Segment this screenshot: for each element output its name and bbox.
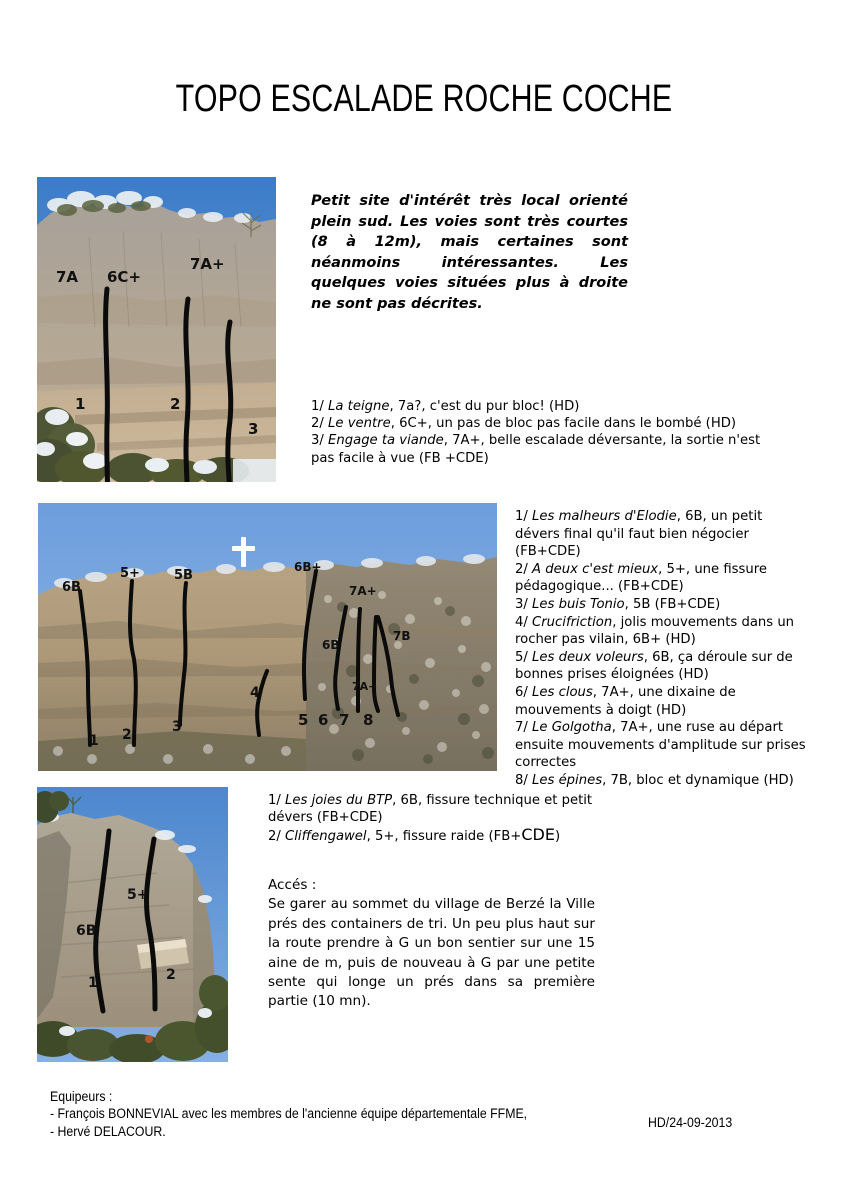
route-description: , 6B, ça déroule sur de bonnes prises éloignées (HD) [515, 649, 793, 683]
route-description-end: ) [554, 829, 561, 845]
route-item [311, 415, 781, 432]
photo-cliff-sector-3 [37, 787, 228, 1062]
route-number: 8/ [515, 772, 528, 788]
route-list-sector-2 [515, 508, 810, 790]
route-name: Les buis Tonio [532, 596, 625, 612]
photo2-number-7: 7 [339, 711, 350, 729]
route-number: 3/ [515, 596, 528, 612]
route-list-sector-1 [311, 398, 781, 467]
equipper-line-1: - François BONNEVIAL avec les membres de l'ancienne équipe départementale FFME, [50, 1106, 528, 1122]
route-item [311, 398, 781, 415]
photo-cliff-sector-1 [37, 177, 276, 482]
photo2-grade-7: 7A+ [352, 680, 378, 693]
route-name: Les deux voleurs [532, 649, 644, 665]
equippers-heading: Equipeurs : [50, 1089, 113, 1104]
photo2-grade-2: 5+ [120, 566, 140, 581]
route-name: Les clous [532, 684, 593, 700]
photo2-grade-1: 6B [62, 580, 81, 595]
photo2-number-2: 2 [122, 727, 132, 743]
route-number: 7/ [515, 720, 528, 736]
route-description: , jolis mouvements dans un rocher pas vilain, 6B+ (HD) [515, 614, 795, 648]
access-heading: Accés : [268, 877, 317, 893]
route-name: Cliffengawel [285, 829, 367, 845]
photo3-number-2: 2 [166, 967, 176, 983]
photo3-grade-2: 5+ [127, 887, 149, 903]
document-date: HD/24-09-2013 [648, 1115, 733, 1130]
route-name: La teigne [328, 399, 390, 414]
route-number: 2/ [311, 416, 324, 432]
page-title: TOPO ESCALADE ROCHE COCHE [175, 78, 673, 120]
photo2-number-6: 6 [318, 711, 329, 729]
route-number: 1/ [515, 509, 528, 524]
route-description: , 5+, une fissure pédagogique... (FB+CDE) [515, 561, 767, 595]
route-description: , 7A+, une ruse au départ ensuite mouvements d'amplitude sur prises correctes [515, 720, 806, 771]
route-item [515, 614, 810, 649]
route-item [515, 719, 810, 772]
route-item [515, 508, 810, 561]
route-name: Les malheurs d'Elodie [532, 509, 677, 524]
route-name: Les joies du BTP [285, 793, 393, 808]
photo2-grade-3: 5B [174, 568, 193, 583]
route-number: 1/ [268, 793, 281, 808]
route-name: A deux c'est mieux [532, 561, 659, 577]
route-number: 3/ [311, 433, 324, 449]
photo2-number-5: 5 [298, 711, 309, 729]
route-item [515, 596, 810, 614]
route-item [515, 684, 810, 719]
photo2-number-4: 4 [250, 685, 260, 701]
route-description: , 7B, bloc et dynamique (HD) [602, 772, 794, 788]
photo2-number-3: 3 [172, 719, 182, 735]
route-number: 4/ [515, 614, 528, 630]
photo1-grade-1: 7A [56, 268, 79, 286]
route-line-1 [106, 289, 108, 482]
photo-cliff-sector-2 [38, 503, 497, 771]
route-item [311, 432, 781, 466]
route-description: , 6B, fissure technique et petit dévers (FB+CDE) [268, 793, 593, 826]
route-number: 2/ [268, 829, 281, 845]
route-name: Crucifriction [532, 614, 613, 630]
photo1-grade-3: 7A+ [190, 255, 225, 273]
photo2-grade-6: 7A+ [349, 584, 377, 598]
route-number: 2/ [515, 561, 528, 577]
equipper-line-2: - Hervé DELACOUR. [50, 1123, 166, 1139]
photo2-grade-5: 6B [322, 638, 340, 652]
route-description: , 5B (FB+CDE) [624, 596, 721, 612]
route-description: , 5+, fissure raide (FB+ [366, 829, 522, 845]
route-description: , 7A+, belle escalade déversante, la sortie n'est pas facile à vue (FB +CDE) [311, 433, 761, 466]
route-name: Le Golgotha [532, 720, 612, 736]
route-description: , 6C+, un pas de bloc pas facile dans le bombé (HD) [390, 416, 737, 432]
access-body: Se garer au sommet du village de Berzé la Ville prés des containers de tri. Un peu plus haut sur la route prendre à G un bon sentier sur une 15 aine de m, puis de nouveau à G par une petite sente qui longe un prés dans sa première partie (10 mn). [268, 896, 595, 1010]
photo2-number-8: 8 [363, 711, 374, 729]
intro-paragraph: Petit site d'intérêt très local orienté plein sud. Les voies sont très courtes (8 à 12m), mais certaines sont néanmoins intéressantes. Les quelques voies situées plus à droite ne sont pas décrites. [311, 193, 628, 312]
route-name: Les épines [532, 772, 603, 788]
photo3-number-1: 1 [88, 975, 98, 991]
access-section [268, 876, 595, 1012]
route-line-2 [186, 299, 188, 482]
photo1-number-2: 2 [170, 395, 181, 413]
route-number: 5/ [515, 649, 528, 665]
photo2-number-1: 1 [89, 733, 99, 749]
route-item [515, 561, 810, 596]
route-line-7 [358, 609, 360, 711]
route-item [268, 826, 598, 845]
route-number: 6/ [515, 684, 528, 700]
photo2-grade-4: 6B+ [294, 560, 322, 574]
route-number: 1/ [311, 399, 324, 414]
route-name: Engage ta viande [328, 433, 444, 449]
route-emphasis: CDE [521, 825, 555, 845]
route-description: , 7A+, une dixaine de mouvements à doigt (HD) [515, 684, 736, 718]
photo2-grade-8: 7B [393, 629, 411, 643]
route-description: , 7a?, c'est du pur bloc! (HD) [389, 399, 580, 414]
photo3-grade-1: 6B [76, 923, 97, 939]
route-name: Le ventre [328, 416, 391, 432]
photo1-number-3: 3 [248, 420, 259, 438]
photo1-grade-2: 6C+ [107, 268, 142, 286]
route-description: , 6B, un petit dévers final qu'il faut bien négocier (FB+CDE) [515, 509, 763, 560]
route-item [515, 649, 810, 684]
equippers-block [50, 1088, 565, 1140]
route-list-sector-3 [268, 792, 598, 846]
route-item [515, 772, 810, 790]
photo1-number-1: 1 [75, 395, 86, 413]
route-item [268, 792, 598, 826]
